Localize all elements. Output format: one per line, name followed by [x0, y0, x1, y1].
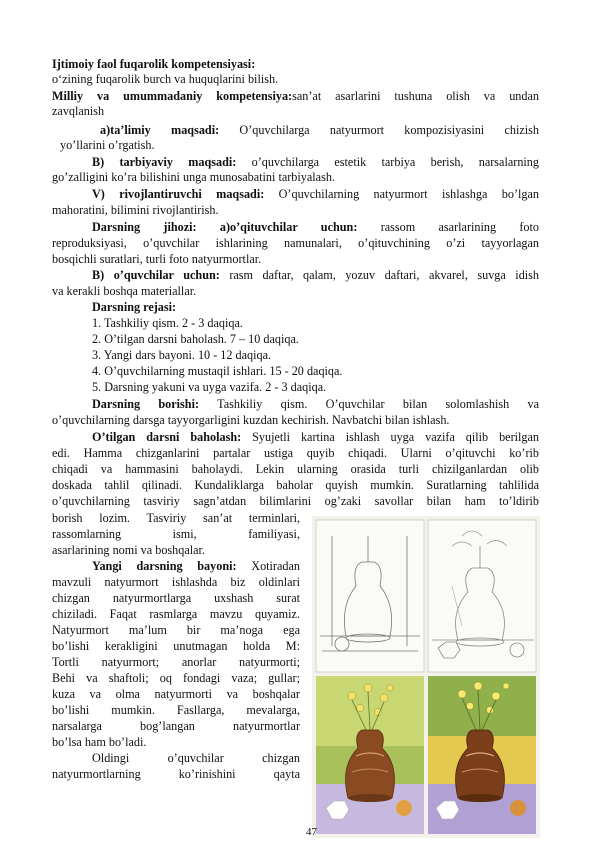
- text-line: o’quvchilarning darsga tayyorgarligini kuzdan kechirish. Navbatchi bilan ishlash.: [52, 413, 450, 427]
- text-line: mahoratini, bilimini rivojlantirish.: [52, 203, 219, 217]
- text-line: bosqichli suratlari, turli foto natyurmortlar.: [52, 252, 262, 266]
- new-lesson-heading: Yangi darsning bayoni: Xotiradan: [92, 559, 300, 573]
- text-line: Oldingi o’quvchilar chizgan: [92, 751, 300, 765]
- text-line: chiqadi va hammasini baholaydi. Lekin ularning orasida turli chizilganlardan olib: [52, 462, 539, 476]
- text-line: va kerakli boshqa materiallar.: [52, 284, 197, 298]
- text-line: bo’lishi mumkin. Fasllarga, mevalarga,: [52, 703, 300, 717]
- text-line: Natyurmort ma’lum bir ma’noga ega: [52, 623, 300, 637]
- text-line: Behi va shaftoli; oq fondagi vaza; gullar;: [52, 671, 300, 685]
- text-line: reproduksiyasi, o’quvchilar ishlarining namunalari, o’qituvchining o’zi tayyorlagan: [52, 236, 539, 250]
- text-line: asarlarining nomi va boshqalar.: [52, 543, 205, 557]
- text-line: o‘zining fuqarolik burch va huquqlarini bilish.: [52, 72, 279, 86]
- text-line: bo’lishi kerakligini unutmagan holda M:: [52, 639, 300, 653]
- lesson-plan-heading: Darsning rejasi:: [92, 300, 177, 314]
- educational-goal: a)ta’limiy maqsadi: O’quvchilarga natyurmort kompozisiyasini chizish: [100, 123, 539, 137]
- page-number: 47: [306, 826, 317, 838]
- text-line: natyurmortlarning ko’rinishini qayta: [52, 767, 300, 781]
- plan-item: 2. O’tilgan darsni baholash. 7 – 10 daqiqa.: [92, 332, 299, 346]
- plan-item: 3. Yangi dars bayoni. 10 - 12 daqiqa.: [92, 348, 272, 362]
- text-line: bo’lsa ham bo’ladi.: [52, 735, 147, 749]
- previous-lesson-assessment: O’tilgan darsni baholash: Syujetli kartina ishlash uyga vazifa qilib berilgan: [92, 430, 539, 444]
- competence-heading-cultural: Milliy va umummadaniy kompetensiya:san’at asarlarini tushuna olish va undan: [52, 89, 539, 103]
- sketch-stage-1: [316, 520, 424, 672]
- text-line: yo’llarini o’rgatish.: [60, 138, 155, 152]
- text-line: borish lozim. Tasviriy san’at terminlari,: [52, 511, 300, 525]
- students-equipment: B) o’quvchilar uchun: rasm daftar, qalam, yozuv daftari, akvarel, suvga idish: [92, 268, 540, 282]
- lesson-equipment: Darsning jihozi: a)o’qituvchilar uchun: rassom asarlarining foto: [92, 220, 539, 234]
- competence-heading-civic: Ijtimoiy faol fuqarolik kompetensiyasi:: [52, 57, 256, 71]
- text-line: o’quvchilarning tasviriy sagn’atdan bilimlarini og’zaki savollar bilan ham to’ldirib: [52, 494, 539, 508]
- text-line: narsalarga bog’langan natyurmortlar: [52, 719, 300, 733]
- color-stage-3: [316, 676, 424, 834]
- plan-item: 1. Tashkiliy qism. 2 - 3 daqiqa.: [92, 316, 243, 330]
- text-line: chizgan natyurmortlarga uxshash surat: [52, 591, 300, 605]
- text-line: Tortli natyurmort; anorlar natyurmorti;: [52, 655, 300, 669]
- text-line: kuza va olma natyurmorti va boshqalar: [52, 687, 300, 701]
- sketch-stage-2: [428, 520, 536, 672]
- text-line: edi. Hamma chizganlarini partalar ustiga quyib chiqadi. Ularni o’qituvchi ko’rib: [52, 446, 539, 460]
- upbringing-goal: B) tarbiyaviy maqsadi: o’quvchilarga estetik tarbiya berish, narsalarning: [92, 155, 539, 169]
- text-line: mavzuli natyurmort ishlashda biz oldinlari: [52, 575, 300, 589]
- plan-item: 4. O’quvchilarning mustaqil ishlari. 15 - 20 daqiqa.: [92, 364, 343, 378]
- plan-item: 5. Darsning yakuni va uyga vazifa. 2 - 3 daqiqa.: [92, 380, 327, 394]
- text-line: chiziladi. Faqat rasmlarga mavzu quyamiz.: [52, 607, 300, 621]
- text-line: doskada tahlil qilinadi. Kundaliklarga baholar quyish mumkin. Suratlarning tahlilida: [52, 478, 539, 492]
- text-line: zavqlanish: [52, 104, 105, 118]
- lesson-progress: Darsning borishi: Tashkiliy qism. O’quvchilar bilan solomlashish va: [92, 397, 540, 411]
- color-stage-4: [428, 676, 536, 834]
- still-life-stages-illustration: [312, 516, 540, 838]
- developmental-goal: V) rivojlantiruvchi maqsadi: O’quvchilarning natyurmort ishlashga bo’lgan: [92, 187, 539, 201]
- text-line: rassomlarning ismi, familiyasi,: [52, 527, 300, 541]
- text-line: go’zalligini ko’ra bilishini unga munosabatini tarbiyalash.: [52, 170, 335, 184]
